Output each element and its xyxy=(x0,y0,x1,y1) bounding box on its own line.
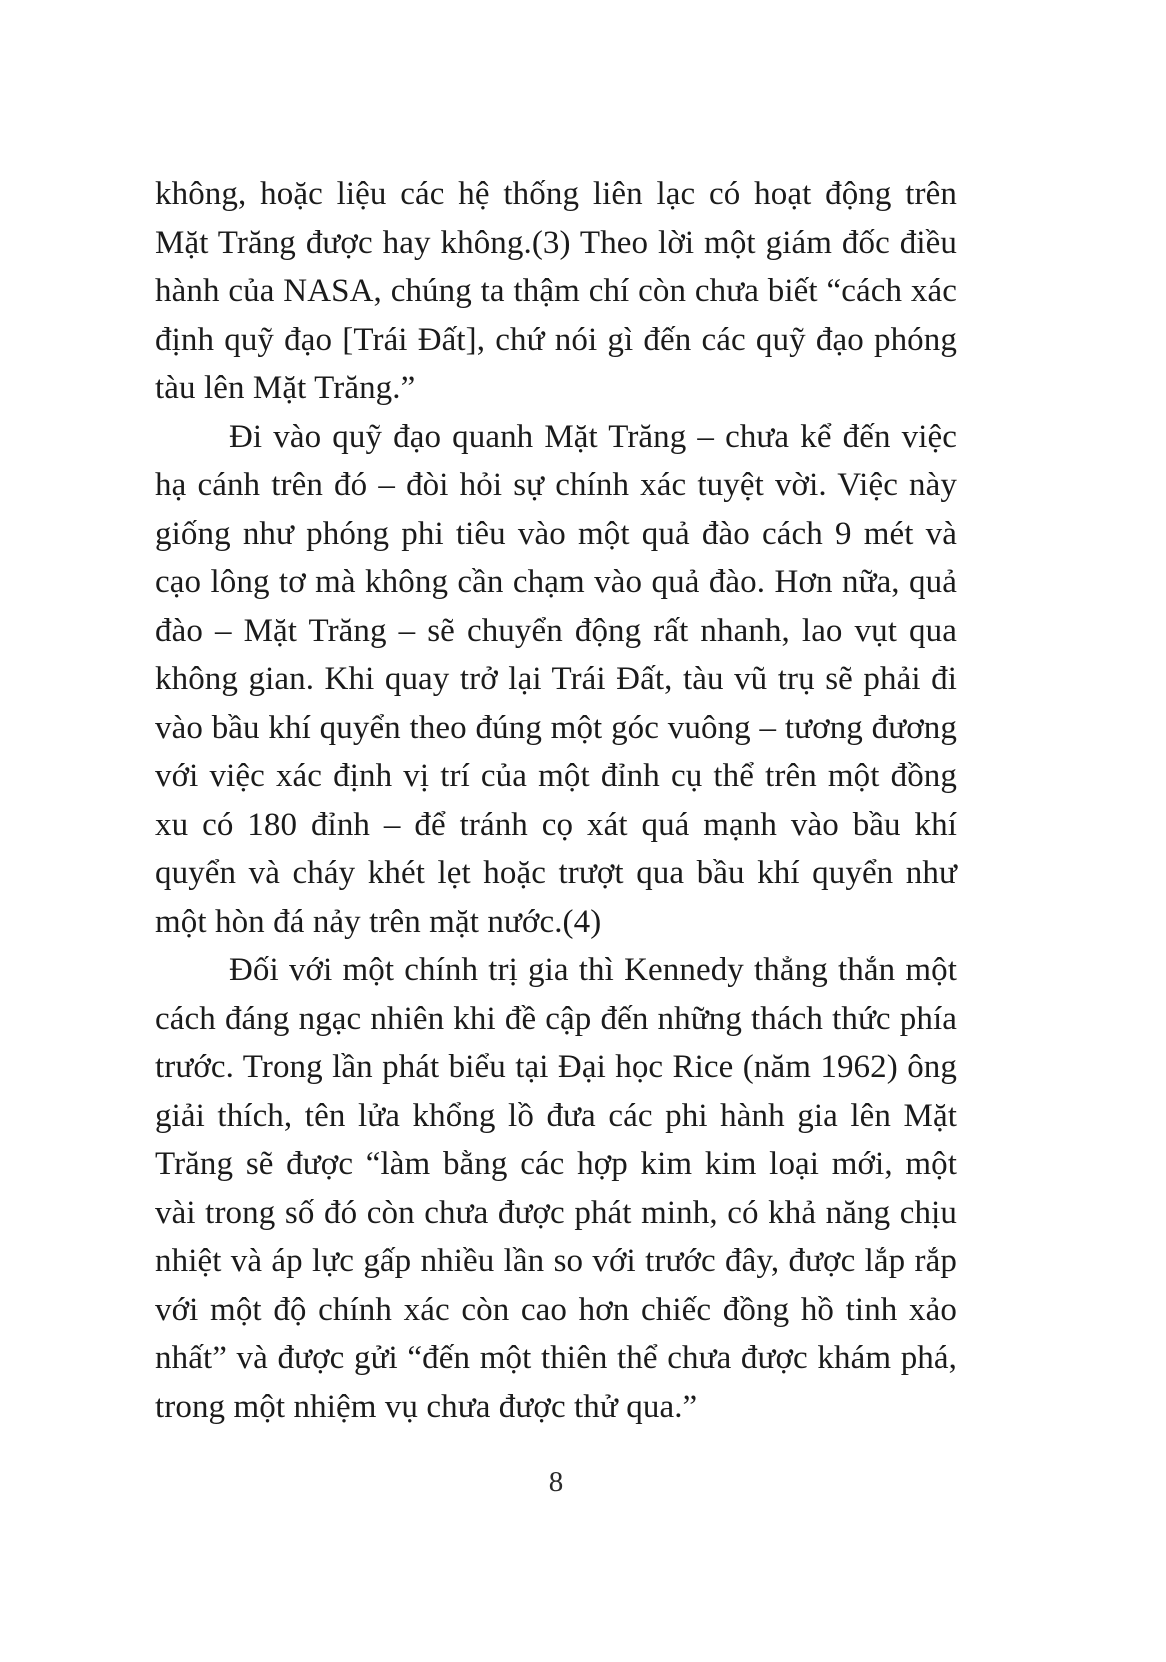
paragraph-moon-orbit: Đi vào quỹ đạo quanh Mặt Trăng – chưa kể đến việc hạ cánh trên đó – đòi hỏi sự chính xác tuyệt vời. Việc này giống như phóng phi tiêu vào một quả đào cách 9 mét và cạo lông tơ mà không cần chạm vào quả đào. Hơn nữa, quả đào – Mặt Trăng – sẽ chuyển động rất nhanh, lao vụt qua không gian. Khi quay trở lại Trái Đất, tàu vũ trụ sẽ phải đi vào bầu khí quyển theo đúng một góc vuông – tương đương với việc xác định vị trí của một đỉnh cụ thể trên một đồng xu có 180 đỉnh – để tránh cọ xát quá mạnh vào bầu khí quyển và cháy khét lẹt hoặc trượt qua bầu khí quyển như một hòn đá nảy trên mặt nước.(4) xyxy=(155,418,957,940)
page-number: 8 xyxy=(548,1466,564,1498)
body-text xyxy=(155,170,957,1431)
paragraph-continuation: không, hoặc liệu các hệ thống liên lạc có hoạt động trên Mặt Trăng được hay không.(3) Theo lời một giám đốc điều hành của NASA, chúng ta thậm chí còn chưa biết “cách xác định quỹ đạo [Trái Đất], chứ nói gì đến các quỹ đạo phóng tàu lên Mặt Trăng.” xyxy=(155,176,957,406)
paragraph-kennedy: Đối với một chính trị gia thì Kennedy thẳng thắn một cách đáng ngạc nhiên khi đề cập đến những thách thức phía trước. Trong lần phát biểu tại Đại học Rice (năm 1962) ông giải thích, tên lửa khổng lồ đưa các phi hành gia lên Mặt Trăng sẽ được “làm bằng các hợp kim kim loại mới, một vài trong số đó còn chưa được phát minh, có khả năng chịu nhiệt và áp lực gấp nhiều lần so với trước đây, được lắp rắp với một độ chính xác còn cao hơn chiếc đồng hồ tinh xảo nhất” và được gửi “đến một thiên thể chưa được khám phá, trong một nhiệm vụ chưa được thử qua.” xyxy=(155,952,957,1425)
